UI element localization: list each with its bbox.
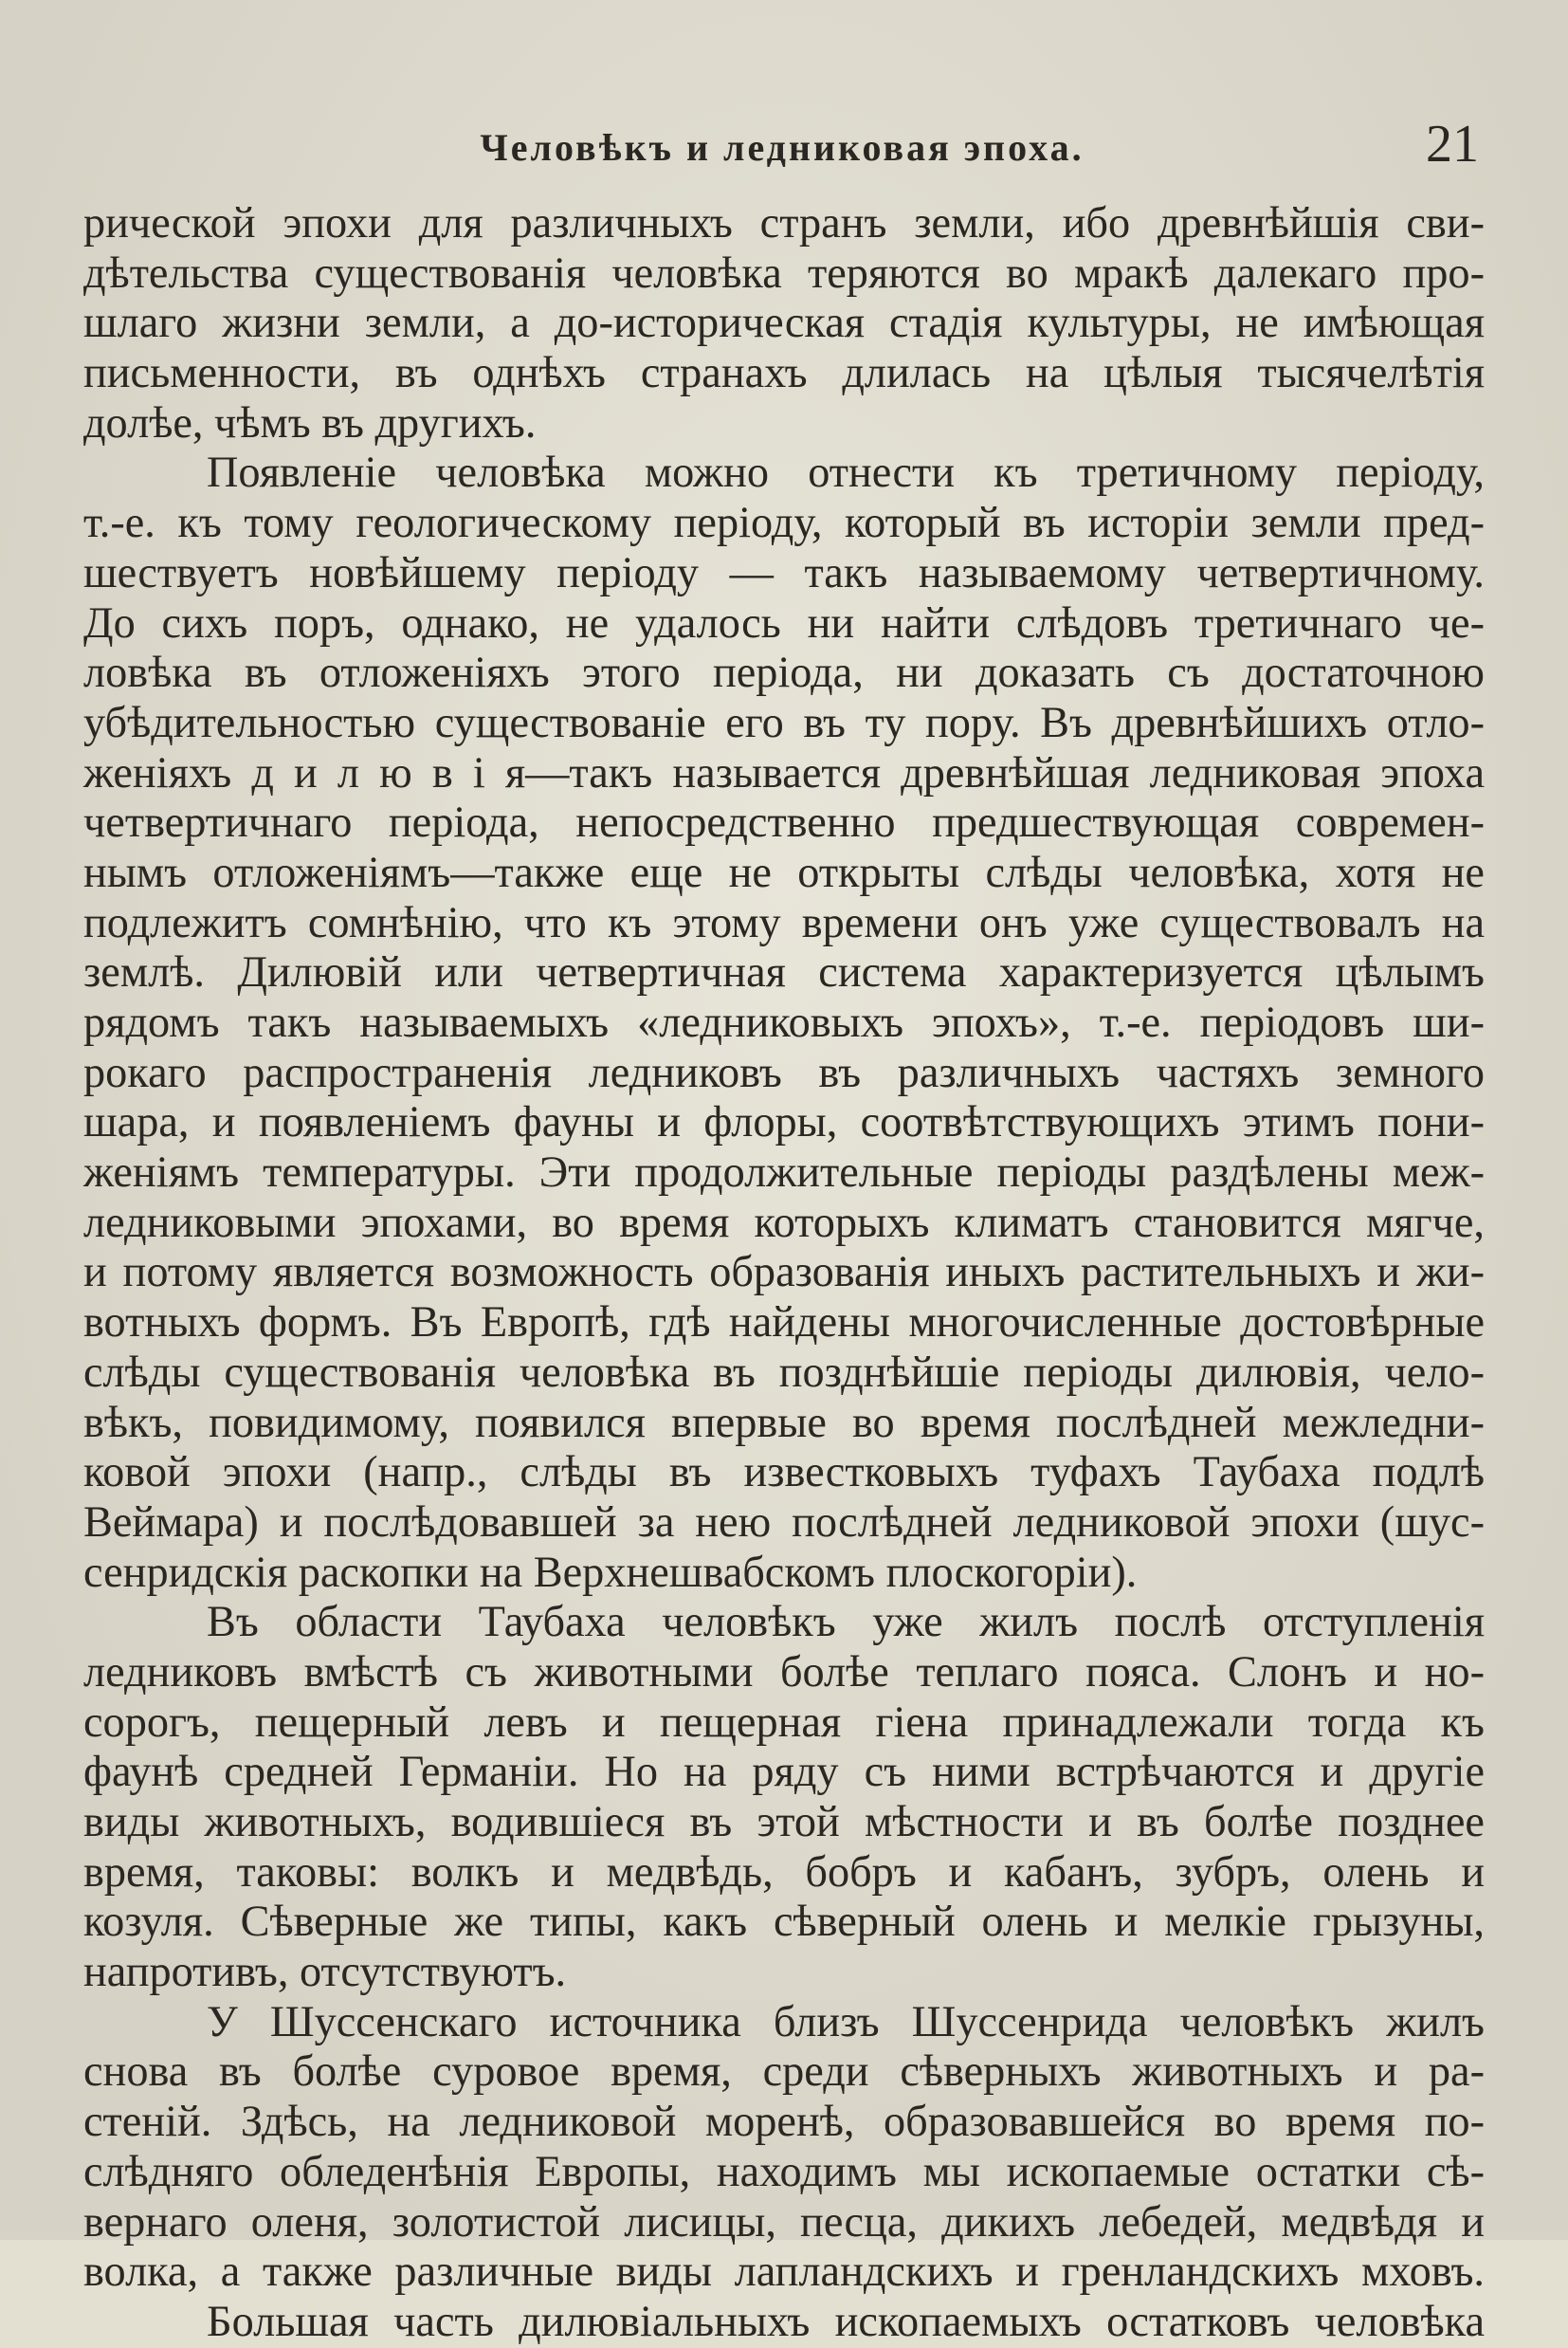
text-line: убѣдительностью существованіе его въ ту пору. Въ древнѣйшихъ отло-: [83, 698, 1485, 747]
body-text: [83, 199, 1485, 2348]
text-line: Веймара) и послѣдовавшей за нею послѣдней ледниковой эпохи (шус-: [83, 1497, 1485, 1547]
text-line: ледниковъ вмѣстѣ съ животными болѣе теплаго пояса. Слонъ и но-: [83, 1647, 1485, 1697]
text-line: т.-е. къ тому геологическому періоду, который въ исторіи земли пред-: [83, 499, 1485, 548]
paragraph-first-line: У Шуссенскаго источника близъ Шуссенрида человѣкъ жилъ: [207, 1997, 1485, 2046]
text-line: и потому является возможность образованія иныхъ растительныхъ и жи-: [83, 1248, 1485, 1297]
text-line: сорогъ, пещерный левъ и пещерная гіена принадлежали тогда къ: [83, 1697, 1485, 1747]
text-line: слѣдняго обледенѣнія Европы, находимъ мы ископаемые остатки сѣ-: [83, 2147, 1485, 2196]
text-line: волка, а также различные виды лапландскихъ и гренландскихъ мховъ.: [83, 2247, 1485, 2297]
paragraph-first-line: Появленіе человѣка можно отнести къ третичному періоду,: [207, 449, 1485, 498]
text-line: женіямъ температуры. Эти продолжительные періоды раздѣлены меж-: [83, 1148, 1485, 1198]
running-head: [85, 114, 1479, 180]
text-line: долѣе, чѣмъ въ другихъ.: [83, 398, 537, 448]
text-line: козуля. Сѣверные же типы, какъ сѣверный олень и мелкіе грызуны,: [83, 1898, 1485, 1947]
text-line: ловѣка въ отложеніяхъ этого періода, ни доказать съ достаточною: [83, 649, 1485, 698]
text-line: рической эпохи для различныхъ странъ земли, ибо древнѣйшія сви-: [83, 199, 1485, 248]
page-number: 21: [1426, 115, 1479, 174]
text-line: слѣды существованія человѣка въ позднѣйшіе періоды дилювія, чело-: [83, 1348, 1485, 1397]
text-line: шлаго жизни земли, а до-историческая стадія культуры, не имѣющая: [83, 299, 1485, 348]
text-line: дѣтельства существованія человѣка теряются во мракѣ далекаго про-: [83, 248, 1485, 298]
text-line: женіяхъ д и л ю в і я—такъ называется древнѣйшая ледниковая эпоха: [83, 748, 1485, 798]
running-title: Человѣкъ и ледниковая эпоха.: [480, 126, 1085, 169]
text-line: рядомъ такъ называемыхъ «ледниковыхъ эпохъ», т.-е. періодовъ ши-: [83, 999, 1485, 1047]
text-line: вѣкъ, повидимому, появился впервые во время послѣдней межледни-: [83, 1398, 1485, 1447]
paragraph-first-line: Большая часть дилювіальныхъ ископаемыхъ остатковъ человѣка: [207, 2297, 1485, 2346]
text-line: стеній. Здѣсь, на ледниковой моренѣ, образовавшейся во время по-: [83, 2098, 1485, 2147]
text-line: ледниковыми эпохами, во время которыхъ климатъ становится мягче,: [83, 1198, 1485, 1247]
text-line: напротивъ, отсутствуютъ.: [83, 1948, 567, 1997]
text-line: время, таковы: волкъ и медвѣдь, бобръ и кабанъ, зубръ, олень и: [83, 1847, 1485, 1897]
text-line: шара, и появленіемъ фауны и флоры, соотвѣтствующихъ этимъ пони-: [83, 1098, 1485, 1147]
text-line: рокаго распространенія ледниковъ въ различныхъ частяхъ земного: [83, 1048, 1485, 1097]
text-line: виды животныхъ, водившіеся въ этой мѣстности и въ болѣе позднее: [83, 1798, 1485, 1846]
text-line: четвертичнаго періода, непосредственно предшествующая современ-: [83, 798, 1485, 848]
text-line: шествуетъ новѣйшему періоду — такъ называемому четвертичному.: [83, 548, 1485, 597]
text-line: письменности, въ однѣхъ странахъ длилась на цѣлыя тысячелѣтія: [83, 349, 1485, 398]
text-line: До сихъ поръ, однако, не удалось ни найти слѣдовъ третичнаго че-: [83, 598, 1485, 648]
text-line: фаунѣ средней Германіи. Но на ряду съ ними встрѣчаются и другіе: [83, 1748, 1485, 1797]
text-line: вотныхъ формъ. Въ Европѣ, гдѣ найдены многочисленные достовѣрные: [83, 1298, 1485, 1348]
paragraph-first-line: Въ области Таубаха человѣкъ уже жилъ послѣ отступленія: [207, 1598, 1485, 1647]
text-line: ковой эпохи (напр., слѣды въ известковыхъ туфахъ Таубаха подлѣ: [83, 1448, 1485, 1497]
text-line: землѣ. Дилювій или четвертичная система характеризуется цѣлымъ: [83, 948, 1485, 998]
text-line: подлежитъ сомнѣнію, что къ этому времени онъ уже существовалъ на: [83, 898, 1485, 947]
text-line: вернаго оленя, золотистой лисицы, песца, дикихъ лебедей, медвѣдя и: [83, 2197, 1485, 2247]
text-line: нымъ отложеніямъ—также еще не открыты слѣды человѣка, хотя не: [83, 848, 1485, 897]
text-line: снова въ болѣе суровое время, среди сѣверныхъ животныхъ и ра-: [83, 2047, 1485, 2097]
text-line: сенридскія раскопки на Верхнешвабскомъ плоскогоріи).: [83, 1548, 1138, 1597]
